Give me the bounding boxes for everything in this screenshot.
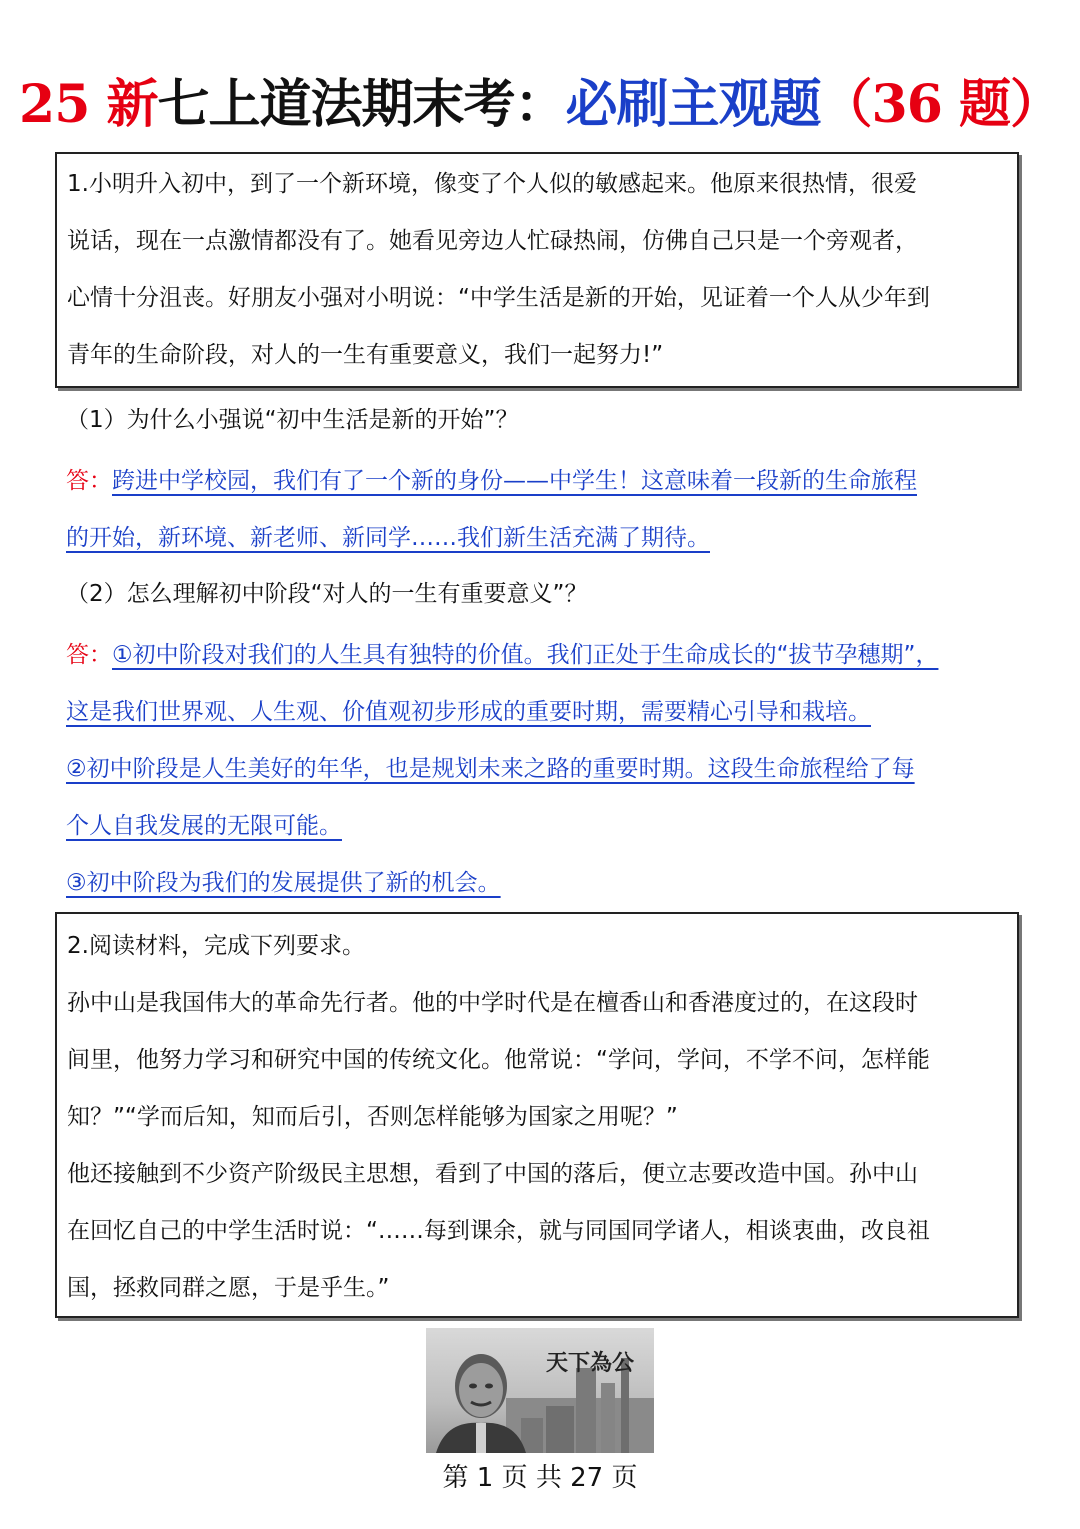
answer-line: ①初中阶段对我们的人生具有独特的价值。我们正处于生命成长的“拔节孕穗期”， bbox=[112, 642, 939, 668]
title-count: （36 题） bbox=[820, 74, 1061, 135]
material-line: 间里，他努力学习和研究中国的传统文化。他常说：“学问，学问，不学不问，怎样能 bbox=[67, 1047, 930, 1073]
title-prefix: 25 新 bbox=[19, 74, 158, 135]
question-2-material-box bbox=[55, 912, 1019, 1318]
answer-line: ②初中阶段是人生美好的年华，也是规划未来之路的重要时期。这段生命旅程给了每 bbox=[66, 756, 915, 782]
page-title bbox=[0, 70, 1080, 140]
material-line: 他还接触到不少资产阶级民主思想，看到了中国的落后，便立志要改造中国。孙中山 bbox=[67, 1161, 918, 1187]
answer-label: 答： bbox=[66, 642, 112, 668]
material-line: 在回忆自己的中学生活时说：“……每到课余，就与同国同学诸人，相谈衷曲，改良祖 bbox=[67, 1218, 930, 1244]
answer-line: 这是我们世界观、人生观、价值观初步形成的重要时期，需要精心引导和栽培。 bbox=[66, 699, 871, 725]
photo-illustration bbox=[426, 1328, 654, 1453]
title-highlight: 必刷主观题 bbox=[565, 74, 821, 135]
answer-line: 的开始，新环境、新老师、新同学……我们新生活充满了期待。 bbox=[66, 525, 710, 551]
material-line: 心情十分沮丧。好朋友小强对小明说：“中学生活是新的开始，见证着一个人从少年到 bbox=[67, 285, 930, 311]
material-line: 国，拯救同群之愿，于是乎生。” bbox=[67, 1275, 390, 1301]
material-line: 孙中山是我国伟大的革命先行者。他的中学时代是在檀香山和香港度过的，在这段时 bbox=[67, 990, 918, 1016]
answer-label: 答： bbox=[66, 468, 112, 494]
answer-line: ③初中阶段为我们的发展提供了新的机会。 bbox=[66, 870, 501, 896]
material-line: 2.阅读材料，完成下列要求。 bbox=[67, 933, 365, 959]
sub-question-1: （1）为什么小强说“初中生活是新的开始”？ bbox=[66, 407, 519, 433]
answer-2 bbox=[66, 627, 1026, 912]
answer-line: 跨进中学校园，我们有了一个新的身份——中学生！这意味着一段新的生命旅程 bbox=[112, 468, 917, 494]
material-line: 说话，现在一点激情都没有了。她看见旁边人忙碌热闹，仿佛自己只是一个旁观者， bbox=[67, 228, 918, 254]
sub-question-2: （2）怎么理解初中阶段“对人的一生有重要意义”？ bbox=[66, 581, 588, 607]
question-1-material-box bbox=[55, 152, 1019, 388]
material-line: 青年的生命阶段，对人的一生有重要意义，我们一起努力!” bbox=[67, 342, 664, 368]
page-number: 第 1 页 共 27 页 bbox=[442, 1463, 638, 1493]
material-line: 知？”“学而后知，知而后引，否则怎样能够为国家之用呢？” bbox=[67, 1104, 678, 1130]
title-main: 七上道法期末考： bbox=[157, 74, 566, 135]
answer-1 bbox=[66, 453, 1026, 567]
material-line: 1.小明升入初中，到了一个新环境，像变了个人似的敏感起来。他原来很热情，很爱 bbox=[67, 171, 917, 197]
calligraphy-text: 天下為公 bbox=[546, 1350, 635, 1376]
sun-yat-sen-photo bbox=[426, 1328, 654, 1453]
answer-line: 个人自我发展的无限可能。 bbox=[66, 813, 342, 839]
